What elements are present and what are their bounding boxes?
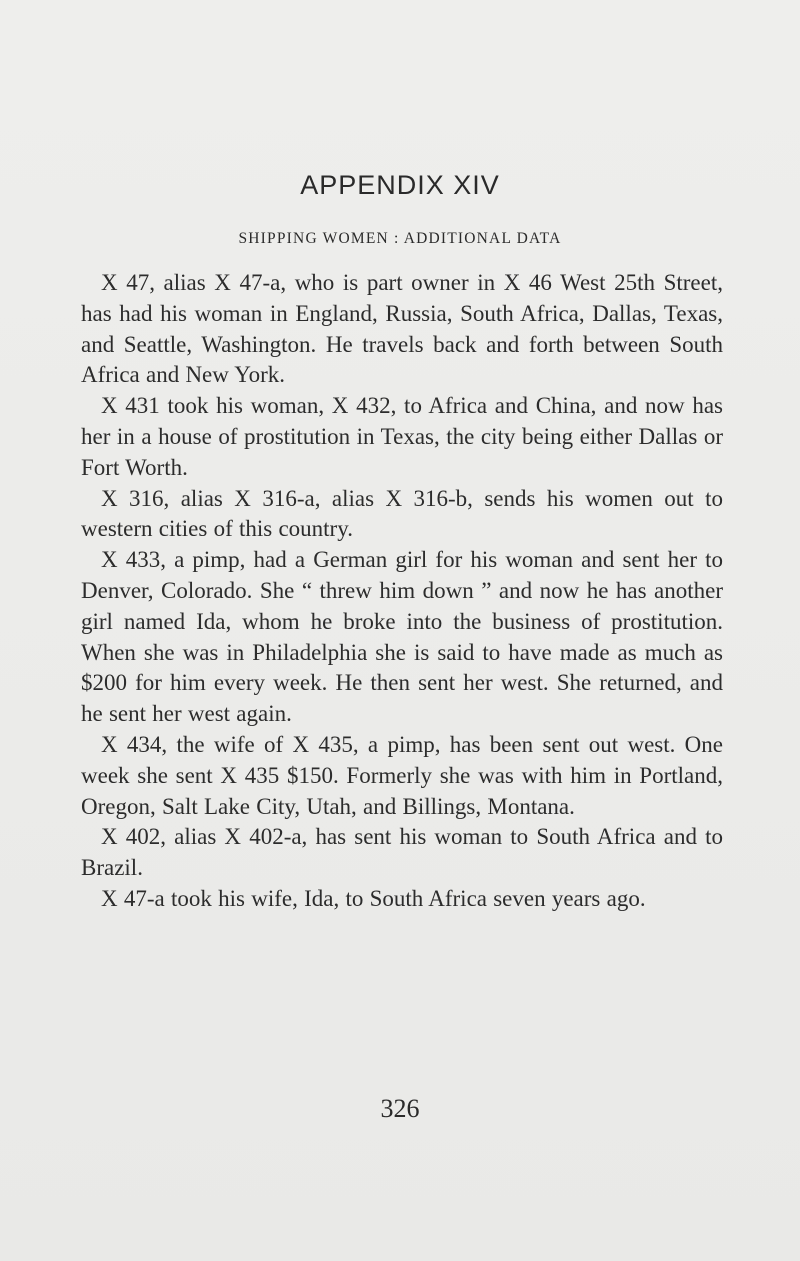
chapter-title: APPENDIX XIV xyxy=(300,170,500,200)
paragraph: X 434, the wife of X 435, a pimp, has been sent out west. One week she sent X 435 $150. Formerly she was with him in Portland, Oregon, Salt Lake City, Utah, and Billings, Montana. xyxy=(81,731,723,819)
paragraph: X 316, alias X 316-a, alias X 316-b, sends his women out to western cities of this country. xyxy=(81,485,723,542)
paragraph: X 47-a took his wife, Ida, to South Africa seven years ago. xyxy=(101,885,646,911)
paragraph: X 431 took his woman, X 432, to Africa and China, and now has her in a house of prostitution in Texas, the city being either Dallas or Fort Worth. xyxy=(81,393,723,480)
section-title: SHIPPING WOMEN : ADDITIONAL DATA xyxy=(238,230,562,247)
page-number: 326 xyxy=(380,1094,420,1123)
paragraph: X 47, alias X 47-a, who is part owner in X 46 West 25th Street, has had his woman in England, Russia, South Africa, Dallas, Texas, and Seattle, Washington. He travels back and forth between South Africa and New York. xyxy=(81,270,723,388)
body-text xyxy=(81,268,723,915)
paragraph: X 433, a pimp, had a German girl for his woman and sent her to Denver, Colorado. She “ threw him down ” and now he has another girl named Ida, whom he broke into the business of prostitution. When she was in Philadelphia she is said to have made as much as $200 for him every week. He then sent her west. She returned, and he sent her west again. xyxy=(81,547,723,727)
paragraph: X 402, alias X 402-a, has sent his woman to South Africa and to Brazil. xyxy=(81,824,723,881)
